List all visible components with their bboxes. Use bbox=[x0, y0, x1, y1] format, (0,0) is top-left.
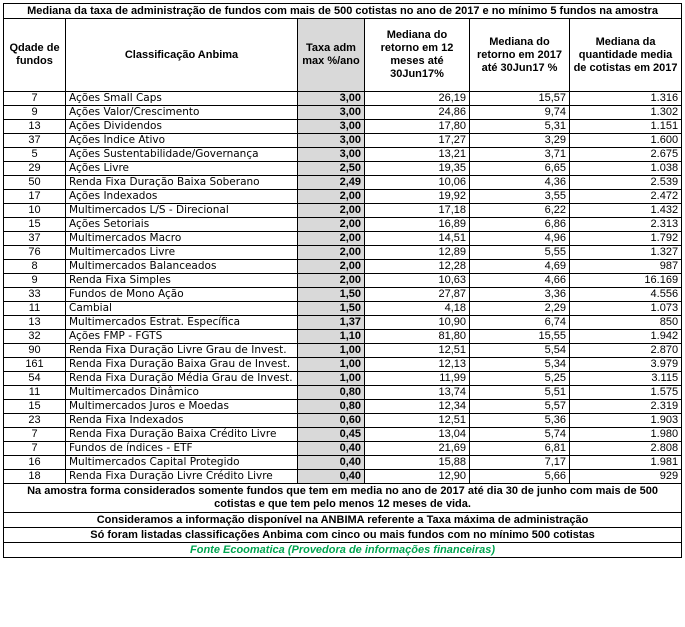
cell-retorno-12m: 81,80 bbox=[365, 330, 470, 344]
cell-retorno-2017: 5,31 bbox=[470, 120, 570, 134]
cell-taxa: 1,10 bbox=[298, 330, 365, 344]
cell-cotistas: 1.980 bbox=[570, 428, 682, 442]
fund-table-container bbox=[3, 3, 681, 558]
cell-cotistas: 2.675 bbox=[570, 148, 682, 162]
cell-retorno-2017: 5,36 bbox=[470, 414, 570, 428]
cell-taxa: 1,00 bbox=[298, 372, 365, 386]
note-anbima: Consideramos a informação disponível na ANBIMA referente a Taxa máxima de administração bbox=[4, 513, 682, 528]
cell-cotistas: 2.870 bbox=[570, 344, 682, 358]
cell-classificacao: Renda Fixa Duração Baixa Soberano bbox=[66, 176, 298, 190]
cell-taxa: 0,60 bbox=[298, 414, 365, 428]
table-row bbox=[4, 330, 682, 344]
table-row bbox=[4, 428, 682, 442]
cell-retorno-12m: 26,19 bbox=[365, 92, 470, 106]
cell-qtd: 32 bbox=[4, 330, 66, 344]
cell-classificacao: Renda Fixa Duração Livre Grau de Invest. bbox=[66, 344, 298, 358]
header-classificacao: Classificação Anbima bbox=[66, 19, 298, 92]
cell-qtd: 54 bbox=[4, 372, 66, 386]
cell-cotistas: 1.038 bbox=[570, 162, 682, 176]
table-row bbox=[4, 120, 682, 134]
cell-classificacao: Multimercados Livre bbox=[66, 246, 298, 260]
cell-cotistas: 1.903 bbox=[570, 414, 682, 428]
cell-qtd: 15 bbox=[4, 400, 66, 414]
cell-cotistas: 2.319 bbox=[570, 400, 682, 414]
note-row-sample bbox=[4, 484, 682, 513]
cell-classificacao: Multimercados Capital Protegido bbox=[66, 456, 298, 470]
header-taxa: Taxa adm max %/ano bbox=[298, 19, 365, 92]
cell-retorno-2017: 6,22 bbox=[470, 204, 570, 218]
table-row bbox=[4, 218, 682, 232]
cell-classificacao: Fundos de Mono Ação bbox=[66, 288, 298, 302]
table-row bbox=[4, 190, 682, 204]
table-row bbox=[4, 358, 682, 372]
cell-cotistas: 1.151 bbox=[570, 120, 682, 134]
cell-retorno-2017: 5,54 bbox=[470, 344, 570, 358]
header-cotistas: Mediana da quantidade media de cotistas em 2017 bbox=[570, 19, 682, 92]
cell-retorno-12m: 13,74 bbox=[365, 386, 470, 400]
cell-cotistas: 1.316 bbox=[570, 92, 682, 106]
cell-taxa: 0,40 bbox=[298, 470, 365, 484]
table-row bbox=[4, 456, 682, 470]
note-sample: Na amostra forma considerados somente fundos que tem em media no ano de 2017 até dia 30 de junho com mais de 500 cotistas e que tem pelo menos 12 meses de vida. bbox=[4, 484, 682, 513]
cell-qtd: 15 bbox=[4, 218, 66, 232]
cell-retorno-2017: 6,65 bbox=[470, 162, 570, 176]
cell-qtd: 161 bbox=[4, 358, 66, 372]
table-row bbox=[4, 442, 682, 456]
cell-retorno-12m: 12,28 bbox=[365, 260, 470, 274]
cell-retorno-12m: 12,34 bbox=[365, 400, 470, 414]
cell-classificacao: Multimercados L/S - Direcional bbox=[66, 204, 298, 218]
cell-retorno-2017: 4,36 bbox=[470, 176, 570, 190]
cell-retorno-12m: 27,87 bbox=[365, 288, 470, 302]
cell-retorno-12m: 12,90 bbox=[365, 470, 470, 484]
cell-classificacao: Multimercados Balanceados bbox=[66, 260, 298, 274]
table-row bbox=[4, 232, 682, 246]
cell-taxa: 1,00 bbox=[298, 344, 365, 358]
table-row bbox=[4, 246, 682, 260]
cell-qtd: 7 bbox=[4, 442, 66, 456]
cell-qtd: 76 bbox=[4, 246, 66, 260]
cell-qtd: 7 bbox=[4, 428, 66, 442]
cell-retorno-12m: 12,13 bbox=[365, 358, 470, 372]
cell-cotistas: 987 bbox=[570, 260, 682, 274]
note-row-criteria bbox=[4, 528, 682, 543]
cell-qtd: 37 bbox=[4, 232, 66, 246]
cell-retorno-12m: 4,18 bbox=[365, 302, 470, 316]
cell-classificacao: Ações Indexados bbox=[66, 190, 298, 204]
cell-taxa: 1,37 bbox=[298, 316, 365, 330]
fund-table bbox=[3, 3, 682, 558]
cell-taxa: 1,00 bbox=[298, 358, 365, 372]
cell-qtd: 8 bbox=[4, 260, 66, 274]
source-row bbox=[4, 543, 682, 558]
cell-taxa: 2,49 bbox=[298, 176, 365, 190]
cell-taxa: 0,40 bbox=[298, 442, 365, 456]
cell-qtd: 29 bbox=[4, 162, 66, 176]
table-row bbox=[4, 260, 682, 274]
table-row bbox=[4, 386, 682, 400]
table-row bbox=[4, 400, 682, 414]
cell-retorno-2017: 4,66 bbox=[470, 274, 570, 288]
cell-classificacao: Ações Índice Ativo bbox=[66, 134, 298, 148]
cell-retorno-2017: 3,29 bbox=[470, 134, 570, 148]
cell-cotistas: 2.313 bbox=[570, 218, 682, 232]
note-criteria: Só foram listadas classificações Anbima com cinco ou mais fundos com no mínimo 500 cotistas bbox=[4, 528, 682, 543]
cell-taxa: 0,80 bbox=[298, 386, 365, 400]
cell-cotistas: 1.073 bbox=[570, 302, 682, 316]
cell-classificacao: Multimercados Dinâmico bbox=[66, 386, 298, 400]
cell-classificacao: Ações Small Caps bbox=[66, 92, 298, 106]
cell-retorno-2017: 5,51 bbox=[470, 386, 570, 400]
cell-cotistas: 3.979 bbox=[570, 358, 682, 372]
cell-cotistas: 2.472 bbox=[570, 190, 682, 204]
cell-retorno-12m: 10,06 bbox=[365, 176, 470, 190]
cell-retorno-2017: 5,34 bbox=[470, 358, 570, 372]
cell-qtd: 16 bbox=[4, 456, 66, 470]
cell-retorno-2017: 9,74 bbox=[470, 106, 570, 120]
cell-qtd: 23 bbox=[4, 414, 66, 428]
table-row bbox=[4, 316, 682, 330]
cell-cotistas: 1.981 bbox=[570, 456, 682, 470]
cell-retorno-2017: 4,96 bbox=[470, 232, 570, 246]
cell-retorno-12m: 10,90 bbox=[365, 316, 470, 330]
cell-qtd: 17 bbox=[4, 190, 66, 204]
cell-qtd: 50 bbox=[4, 176, 66, 190]
cell-taxa: 1,50 bbox=[298, 288, 365, 302]
cell-taxa: 3,00 bbox=[298, 120, 365, 134]
cell-retorno-12m: 19,92 bbox=[365, 190, 470, 204]
cell-classificacao: Multimercados Juros e Moedas bbox=[66, 400, 298, 414]
cell-taxa: 3,00 bbox=[298, 134, 365, 148]
cell-classificacao: Ações Dividendos bbox=[66, 120, 298, 134]
cell-taxa: 2,00 bbox=[298, 218, 365, 232]
cell-cotistas: 1.792 bbox=[570, 232, 682, 246]
cell-qtd: 5 bbox=[4, 148, 66, 162]
cell-taxa: 2,50 bbox=[298, 162, 365, 176]
cell-classificacao: Ações Valor/Crescimento bbox=[66, 106, 298, 120]
cell-retorno-2017: 5,25 bbox=[470, 372, 570, 386]
cell-retorno-12m: 24,86 bbox=[365, 106, 470, 120]
cell-taxa: 2,00 bbox=[298, 204, 365, 218]
cell-classificacao: Ações Setoriais bbox=[66, 218, 298, 232]
cell-qtd: 33 bbox=[4, 288, 66, 302]
cell-qtd: 11 bbox=[4, 386, 66, 400]
cell-classificacao: Renda Fixa Simples bbox=[66, 274, 298, 288]
cell-classificacao: Fundos de índices - ETF bbox=[66, 442, 298, 456]
table-row bbox=[4, 470, 682, 484]
cell-retorno-12m: 17,18 bbox=[365, 204, 470, 218]
cell-retorno-12m: 16,89 bbox=[365, 218, 470, 232]
cell-qtd: 11 bbox=[4, 302, 66, 316]
cell-retorno-2017: 7,17 bbox=[470, 456, 570, 470]
cell-classificacao: Multimercados Estrat. Específica bbox=[66, 316, 298, 330]
header-retorno-12m: Mediana do retorno em 12 meses até 30Jun17% bbox=[365, 19, 470, 92]
cell-qtd: 10 bbox=[4, 204, 66, 218]
table-title: Mediana da taxa de administração de fundos com mais de 500 cotistas no ano de 2017 e no mínimo 5 fundos na amostra bbox=[4, 4, 682, 19]
table-row bbox=[4, 414, 682, 428]
cell-qtd: 13 bbox=[4, 316, 66, 330]
table-row bbox=[4, 274, 682, 288]
cell-cotistas: 3.115 bbox=[570, 372, 682, 386]
cell-qtd: 9 bbox=[4, 274, 66, 288]
cell-retorno-2017: 15,57 bbox=[470, 92, 570, 106]
cell-taxa: 3,00 bbox=[298, 148, 365, 162]
table-row bbox=[4, 372, 682, 386]
cell-cotistas: 2.808 bbox=[570, 442, 682, 456]
cell-qtd: 90 bbox=[4, 344, 66, 358]
table-row bbox=[4, 162, 682, 176]
cell-cotistas: 850 bbox=[570, 316, 682, 330]
table-row bbox=[4, 204, 682, 218]
cell-retorno-12m: 10,63 bbox=[365, 274, 470, 288]
cell-taxa: 0,80 bbox=[298, 400, 365, 414]
cell-cotistas: 2.539 bbox=[570, 176, 682, 190]
cell-retorno-2017: 5,57 bbox=[470, 400, 570, 414]
cell-cotistas: 1.942 bbox=[570, 330, 682, 344]
cell-retorno-2017: 2,29 bbox=[470, 302, 570, 316]
cell-retorno-12m: 12,51 bbox=[365, 344, 470, 358]
cell-cotistas: 1.327 bbox=[570, 246, 682, 260]
cell-taxa: 2,00 bbox=[298, 232, 365, 246]
cell-taxa: 3,00 bbox=[298, 106, 365, 120]
header-retorno-2017: Mediana do retorno em 2017 até 30Jun17 % bbox=[470, 19, 570, 92]
cell-retorno-12m: 12,51 bbox=[365, 414, 470, 428]
source-note: Fonte Ecoomatica (Provedora de informações financeiras) bbox=[4, 543, 682, 558]
cell-cotistas: 1.600 bbox=[570, 134, 682, 148]
cell-classificacao: Renda Fixa Indexados bbox=[66, 414, 298, 428]
cell-retorno-2017: 3,55 bbox=[470, 190, 570, 204]
table-row bbox=[4, 106, 682, 120]
cell-retorno-12m: 15,88 bbox=[365, 456, 470, 470]
cell-qtd: 18 bbox=[4, 470, 66, 484]
cell-taxa: 2,00 bbox=[298, 260, 365, 274]
cell-cotistas: 16.169 bbox=[570, 274, 682, 288]
cell-retorno-2017: 5,74 bbox=[470, 428, 570, 442]
cell-retorno-12m: 19,35 bbox=[365, 162, 470, 176]
cell-qtd: 9 bbox=[4, 106, 66, 120]
cell-cotistas: 929 bbox=[570, 470, 682, 484]
cell-cotistas: 1.575 bbox=[570, 386, 682, 400]
header-row bbox=[4, 19, 682, 92]
cell-retorno-12m: 21,69 bbox=[365, 442, 470, 456]
cell-classificacao: Renda Fixa Duração Baixa Grau de Invest. bbox=[66, 358, 298, 372]
cell-retorno-12m: 13,21 bbox=[365, 148, 470, 162]
cell-classificacao: Renda Fixa Duração Livre Crédito Livre bbox=[66, 470, 298, 484]
cell-taxa: 0,40 bbox=[298, 456, 365, 470]
cell-taxa: 0,45 bbox=[298, 428, 365, 442]
cell-retorno-2017: 6,81 bbox=[470, 442, 570, 456]
cell-retorno-2017: 6,74 bbox=[470, 316, 570, 330]
cell-taxa: 3,00 bbox=[298, 92, 365, 106]
cell-retorno-12m: 13,04 bbox=[365, 428, 470, 442]
cell-taxa: 2,00 bbox=[298, 246, 365, 260]
cell-qtd: 37 bbox=[4, 134, 66, 148]
cell-cotistas: 1.302 bbox=[570, 106, 682, 120]
table-row bbox=[4, 92, 682, 106]
cell-classificacao: Renda Fixa Duração Baixa Crédito Livre bbox=[66, 428, 298, 442]
cell-retorno-2017: 15,55 bbox=[470, 330, 570, 344]
note-row-anbima bbox=[4, 513, 682, 528]
cell-taxa: 1,50 bbox=[298, 302, 365, 316]
cell-qtd: 13 bbox=[4, 120, 66, 134]
cell-taxa: 2,00 bbox=[298, 190, 365, 204]
cell-classificacao: Renda Fixa Duração Média Grau de Invest. bbox=[66, 372, 298, 386]
title-row bbox=[4, 4, 682, 19]
cell-classificacao: Cambial bbox=[66, 302, 298, 316]
cell-retorno-2017: 6,86 bbox=[470, 218, 570, 232]
cell-cotistas: 4.556 bbox=[570, 288, 682, 302]
table-row bbox=[4, 134, 682, 148]
cell-cotistas: 1.432 bbox=[570, 204, 682, 218]
cell-qtd: 7 bbox=[4, 92, 66, 106]
cell-classificacao: Multimercados Macro bbox=[66, 232, 298, 246]
cell-retorno-2017: 3,36 bbox=[470, 288, 570, 302]
cell-retorno-2017: 4,69 bbox=[470, 260, 570, 274]
cell-retorno-12m: 12,89 bbox=[365, 246, 470, 260]
cell-retorno-12m: 17,80 bbox=[365, 120, 470, 134]
header-qtd: Qdade de fundos bbox=[4, 19, 66, 92]
table-row bbox=[4, 288, 682, 302]
cell-retorno-12m: 17,27 bbox=[365, 134, 470, 148]
cell-classificacao: Ações Livre bbox=[66, 162, 298, 176]
cell-retorno-2017: 5,55 bbox=[470, 246, 570, 260]
table-row bbox=[4, 344, 682, 358]
cell-retorno-2017: 5,66 bbox=[470, 470, 570, 484]
cell-retorno-12m: 11,99 bbox=[365, 372, 470, 386]
table-row bbox=[4, 148, 682, 162]
cell-retorno-12m: 14,51 bbox=[365, 232, 470, 246]
table-row bbox=[4, 302, 682, 316]
table-row bbox=[4, 176, 682, 190]
cell-classificacao: Ações FMP - FGTS bbox=[66, 330, 298, 344]
cell-taxa: 2,00 bbox=[298, 274, 365, 288]
cell-classificacao: Ações Sustentabilidade/Governança bbox=[66, 148, 298, 162]
cell-retorno-2017: 3,71 bbox=[470, 148, 570, 162]
